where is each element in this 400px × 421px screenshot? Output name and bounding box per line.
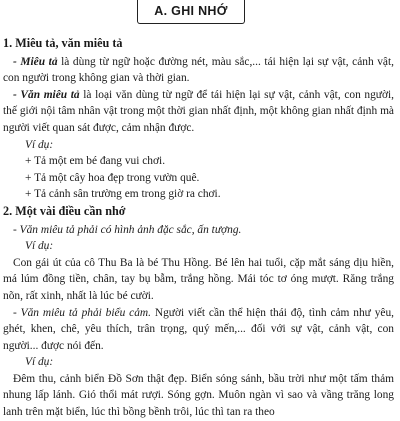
section-title-box: A. GHI NHỚ xyxy=(137,0,245,24)
section-heading-1: 1. Miêu tả, văn miêu tả xyxy=(3,36,123,50)
definition-mieu-ta xyxy=(3,54,394,87)
rule-bieu-cam-title: - Văn miêu tả phải biểu cảm. xyxy=(13,306,151,319)
example-label: Ví dụ: xyxy=(25,138,54,151)
term-van-mieu-ta: - Văn miêu tả xyxy=(13,88,80,101)
rule-bieu-cam xyxy=(3,305,394,355)
document-body xyxy=(0,35,400,421)
header-bar xyxy=(0,0,400,28)
definition-van-mieu-ta-text: là loại văn dùng từ ngữ để tái hiện lại sự vật, cảnh vật, con người, thế giới nội tâm nhân vật trong một thời gian nhất định, một không gian nhất định mà người viết quan sát được, cảm nhận được. xyxy=(3,88,394,134)
definition-mieu-ta-text: là dùng từ ngữ hoặc đường nét, màu sắc,... tái hiện lại sự vật, cảnh vật, con người trong không gian và thời gian. xyxy=(3,55,394,85)
example-label: Ví dụ: xyxy=(25,240,54,253)
term-mieu-ta: - Miêu tả xyxy=(13,55,58,68)
example-paragraph-2: Đêm thu, cảnh biển Đồ Sơn thật đẹp. Biển sóng sánh, bầu trời như một tấm thảm nhung lấp lánh. Gió thổi mát rượi. Sóng gợn. Muôn ngàn vì sao và vầng trăng long lanh trên mặt biển, lúc thì bồng bềnh trôi, lúc thì tan ra theo xyxy=(3,372,394,419)
definition-van-mieu-ta xyxy=(3,87,394,137)
example-item: + Tả cảnh sân trường em trong giờ ra chơi. xyxy=(25,188,221,201)
rule-hinh-anh: - Văn miêu tả phải có hình ảnh đặc sắc, ấn tượng. xyxy=(13,223,242,236)
example-item: + Tả một em bé đang vui chơi. xyxy=(25,155,166,168)
section-heading-2: 2. Một vài điều cần nhớ xyxy=(3,203,126,218)
example-paragraph-1: Con gái út của cô Thu Ba là bé Thu Hồng. Bé lên hai tuổi, cặp mắt sáng dịu hiền, má lúm đồng tiền, chân, tay bụ bẫm, trắng hồng. Mái tóc tơ óng mượt. Răng trắng nõn, rất xinh, nhất là lúc bé cười. xyxy=(3,256,394,302)
rule-bieu-cam-text: Người viết cần thể hiện thái độ, tình cảm như yêu, ghét, khen, chê, yêu thích, trân trọng, quý mến,... đối với sự vật, cảnh vật, con người... được nói đến. xyxy=(3,306,394,352)
example-item: + Tả một cây hoa đẹp trong vườn quê. xyxy=(25,171,200,184)
example-label: Ví dụ: xyxy=(25,356,54,369)
